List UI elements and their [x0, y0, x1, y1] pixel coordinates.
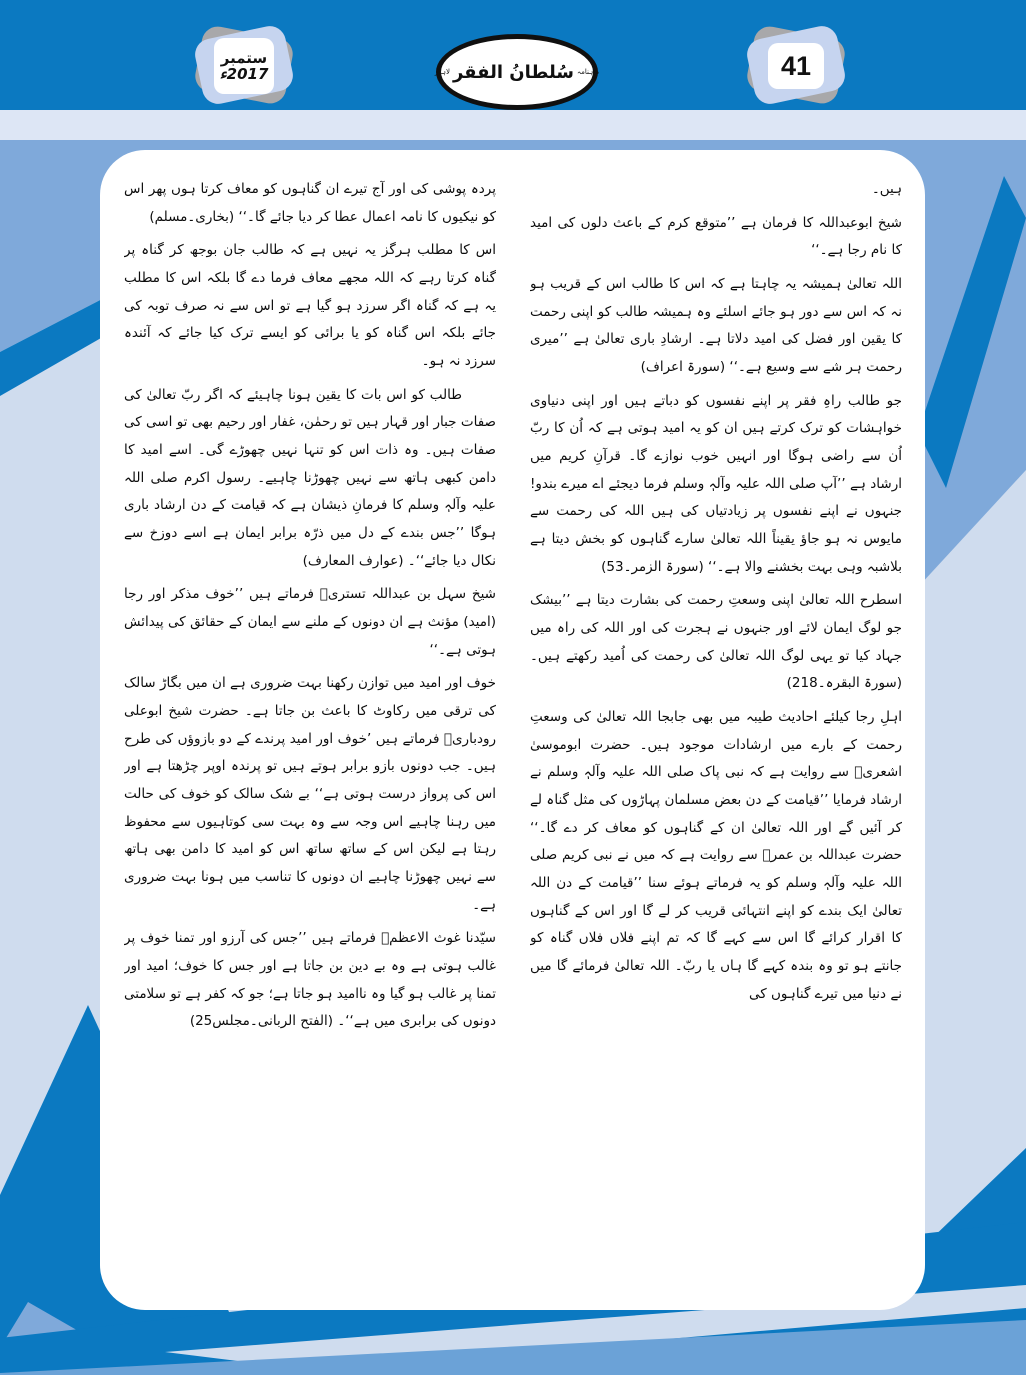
page-number-panel [768, 43, 824, 89]
date-badge-panel [214, 38, 274, 94]
article-paragraph: طالب کو اس بات کا یقین ہونا چاہیئے کہ اگر ربّ تعالیٰ کی صفات جبار اور قہار ہیں تو رحمٰن، غفار اور رحیم بھی تو اسی کی صفات ہیں۔ وہ ذات اس کو تنہا نہیں چھوڑے گی۔ اسے امید کا دامن کبھی ہاتھ سے نہیں چھوڑنا چاہیے۔ رسول اکرم صلی اللہ علیہ وآلہٖ وسلم کا فرمانِ ذیشان ہے کہ قیامت کے دن ارشاد باری ہوگا ’’جس بندے کے دل میں ذرّہ برابر ایمان ہے اسے دوزخ سے نکال دیا جائے‘‘۔ (عوارف المعارف) [124, 386, 496, 569]
article-paragraph: اللہ تعالیٰ ہمیشہ یہ چاہتا ہے کہ اس کا طالب اس کے قریب ہو نہ کہ اس سے دور ہو جائے اسلئے وہ ہمیشہ طالب کو اپنی رحمت کا یقین اور فضل کی امید دلاتا ہے۔ ارشادِ باری تعالیٰ ہے ’’میری رحمت ہر شے سے وسیع ہے۔‘‘ (سورۃ اعراف) [530, 276, 902, 376]
article-paragraph: خوف اور امید میں توازن رکھنا بہت ضروری ہے ان میں بگاڑ سالک کی ترقی میں رکاوٹ کا باعث بن جاتا ہے۔ حضرت شیخ ابوعلی رودباریؒ فرماتے ہیں ’خوف اور امید پرندے کے دو بازوؤں کی طرح ہیں۔ جب دونوں بازو برابر ہوتے ہیں تو پرندہ اوپر چڑھتا ہے اور اس کی پرواز درست ہوتی ہے‘‘ بے شک سالک کو خوف کی حالت میں رہنا چاہیے اس وجہ سے وہ بہت سی کوتاہیوں سے محفوظ رہتا ہے لیکن اس کے ساتھ ساتھ اس کو امید کا دامن بھی ہاتھ سے نہیں چھوڑنا چاہیے ان دونوں کا تناسب میں ہونا بہت ضروری ہے۔ [124, 675, 496, 913]
page-number-badge [740, 26, 852, 106]
article-paragraph: ہیں۔ [871, 181, 902, 197]
article-column-left [124, 176, 496, 1288]
article-paragraph: اہلِ رجا کیلئے احادیث طیبہ میں بھی جابجا اللہ تعالیٰ کی وسعتِ رحمت کے بارے میں ارشادات موجود ہیں۔ حضرت ابوموسیٰ اشعریؓ سے روایت ہے کہ نبی پاک صلی اللہ علیہ وآلہٖ وسلم نے ارشاد فرمایا ’’قیامت کے دن بعض مسلمان پہاڑوں کی مثل گناہ لے کر آئیں گے اور اللہ تعالیٰ ان کے گناہوں کو معاف کر دے گا۔‘‘ حضرت عبداللہ بن عمرؓ سے روایت ہے کہ میں نے نبی کریم صلی اللہ علیہ وآلہٖ وسلم کو یہ فرماتے ہوئے سنا ’’قیامت کے دن اللہ تعالیٰ ایک بندے کو اپنے انتہائی قریب کر لے گا اور اس کے گناہوں کا اقرار کرائے گا اس سے کہے گا کہ تم اپنے فلاں فلاں گناہ کو جانتے ہو تو وہ بندہ کہے گا ہاں یا ربّ۔ اللہ تعالیٰ فرمائے گا میں نے دنیا میں تیرے گناہوں کی [530, 709, 902, 1002]
magazine-logo [436, 34, 598, 110]
article-column-right [530, 176, 902, 1288]
masthead-suffix: لاہور [434, 68, 450, 76]
date-badge [188, 26, 300, 106]
article-paragraph: شیخ ابوعبداللہ کا فرمان ہے ’’متوقع کرم کے باعث دلوں کی امید کا نام رجا ہے۔‘‘ [530, 214, 902, 259]
masthead-title: سُلطانُ الفقر [452, 61, 574, 83]
article-paragraph: سیّدنا غوث الاعظمؓ فرماتے ہیں ’’جس کی آرزو اور تمنا خوف پر غالب ہوتی ہے وہ بے دین بن جاتا ہے اور جس کا خوف؛ امید اور تمنا پر غالب ہو گیا وہ ناامید ہو جاتا ہے؛ جو کہ کفر ہے تو سلامتی دونوں کی برابری میں ہے‘‘۔ (الفتح الربانی۔مجلس25) [124, 930, 496, 1030]
page-number: 41 [780, 50, 812, 81]
article-paragraph: اسطرح اللہ تعالیٰ اپنی وسعتِ رحمت کی بشارت دیتا ہے ’’بیشک جو لوگ ایمان لائے اور جنہوں نے ہجرت کی اور اللہ کی راہ میں جہاد کیا تو یہی لوگ اللہ تعالیٰ کی رحمت کی اُمید رکھتے ہیں۔ (سورۃ البقرہ۔218) [530, 592, 902, 692]
article-columns [124, 176, 902, 1288]
issue-year: 2017ء [219, 65, 269, 83]
article-paragraph: شیخ سہل بن عبداللہ تستریؒ فرماتے ہیں ’’خوف مذکر اور رجا (امید) مؤنث ہے ان دونوں کے ملنے سے ایمان کے حقائق کی پیدائش ہوتی ہے۔‘‘ [124, 586, 496, 658]
article-paragraph: پردہ پوشی کی اور آج تیرے ان گناہوں کو معاف کرتا ہوں پھر اس کو نیکیوں کا نامہ اعمال عطا کر دیا جائے گا۔‘‘ (بخاری۔مسلم) [124, 181, 496, 225]
article-paragraph: اس کا مطلب ہرگز یہ نہیں ہے کہ طالب جان بوجھ کر گناہ پر گناہ کرتا رہے کہ اللہ مجھے معاف فرما دے گا بلکہ اس کا مطلب یہ ہے کہ گناہ اگر سرزد ہو گیا ہے تو اس سے نہ صرف توبہ کی جائے بلکہ اس گناہ کو یا برائی کو ایسے ترک کیا جائے کہ آئندہ سرزد نہ ہو۔ [124, 242, 496, 370]
masthead-prefix: ماہنامہ [577, 68, 600, 76]
issue-month: ستمبر [220, 48, 268, 67]
article-paragraph: جو طالب راہِ فقر پر اپنے نفسوں کو دباتے ہیں اور اپنی دنیاوی خواہشات کو ترک کرتے ہیں ان کو یہ امید ہوتی ہے کہ اُن کا ربّ اُن سے راضی ہوگا اور انہیں خوب نوازے گا۔ قرآنِ کریم میں ارشاد ہے ’’آپ صلی اللہ علیہ وآلہٖ وسلم فرما دیجئے اے میرے بندو! جنہوں نے اپنے نفسوں پر زیادتیاں کی ہیں اللہ کی رحمت سے مایوس نہ ہو جاؤ یقیناً اللہ تعالیٰ سارے گناہوں کو بخش دیتا ہے بلاشبہ وہی بہت بخشنے والا ہے۔‘‘ (سورۃ الزمر۔53) [530, 392, 902, 575]
header-band [0, 0, 1026, 110]
